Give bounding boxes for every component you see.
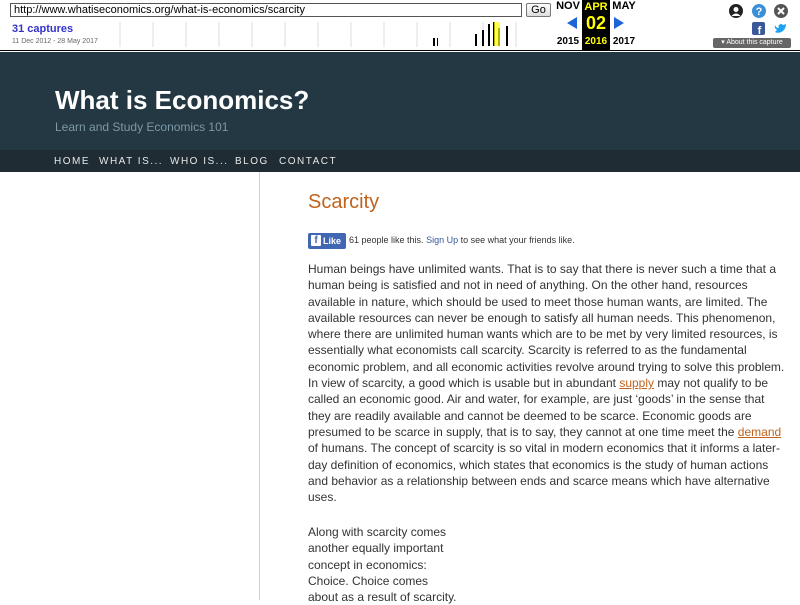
twitter-icon[interactable] [774,22,787,35]
facebook-like-label: Like [323,236,342,246]
post-body [308,261,785,505]
body-line: available resources can never be enough to satisfy all human needs. This phenomenon, [308,310,776,325]
sparkline-current-marker [494,22,500,46]
prev-capture-arrow-icon[interactable] [567,17,577,29]
facebook-signup-link[interactable]: Sign Up [426,235,459,245]
facebook-like-count [349,235,575,245]
body-line: where there are unlimited human wants which are to be met by very limited resources, is [308,327,778,342]
sparkline-year-dividers [120,22,516,47]
nav-contact[interactable]: CONTACT [279,156,338,167]
current-month-label: APR [584,1,608,13]
facebook-count-text: 61 people like this. [349,235,424,245]
body-line: presumed to be scarce in supply, that is to say, they cannot at one time meet the demand [308,424,782,439]
body-line: human being is satisfied and not in need of anything. On the other hand, resources [308,278,748,293]
next-year-label[interactable]: 2017 [612,36,636,47]
capture-sparkline[interactable] [102,22,552,47]
nav-what-is[interactable]: WHAT IS... [99,156,164,167]
demand-link[interactable]: demand [737,424,782,439]
body-line: uses. [308,490,337,505]
body-line: concept in economics: [308,557,427,572]
body-line: day definition of economics, which states that economics is the study of human actions [308,457,769,472]
body-line: In view of scarcity, a good which is usable but in abundant supply may not qualify to be [308,376,769,391]
about-capture-button[interactable]: ▾ About this capture [713,38,791,48]
svg-text:?: ? [755,6,763,18]
facebook-icon[interactable] [752,22,765,35]
facebook-suffix-text: to see what your friends like. [460,235,575,245]
site-tagline: Learn and Study Economics 101 [55,120,229,134]
captures-link[interactable]: 31 captures [12,23,74,35]
post-body-paragraph-2 [308,524,457,605]
nav-blog[interactable]: BLOG [235,156,269,167]
body-line: about as a result of scarcity. [308,590,457,605]
close-icon[interactable] [774,4,788,18]
facebook-like-button[interactable] [308,233,346,249]
capture-date-range: 11 Dec 2012 - 28 May 2017 [12,38,98,45]
wayback-url-input[interactable] [10,3,522,17]
body-line: Human beings have unlimited wants. That is to say that there is never such a time that a [308,262,777,276]
body-line: Choice. Choice comes [308,573,429,588]
body-line: they are readily available and cannot be deemed to be scarce. Economic goods are [308,408,752,423]
facebook-icon: f [311,235,321,246]
supply-link[interactable]: supply [619,376,654,391]
site-header [0,52,800,150]
go-button[interactable]: Go [526,3,551,17]
body-line: available in nature, which should be used to meet those human wants, are limited. The [308,294,768,309]
prev-year-label[interactable]: 2015 [556,36,580,47]
body-line: of humans. The concept of scarcity is so vital in modern economics that it informs a later- [308,441,780,456]
body-line: economic problem, and all economic activities revolve around trying to solve this problem. [308,359,785,374]
sidebar-divider [259,172,260,600]
current-day-label: 02 [585,13,607,33]
body-line: and behavior as a relationship between ends and scarce means which have alternative [308,473,770,488]
nav-who-is[interactable]: WHO IS... [170,156,229,167]
body-line: essentially what economists call scarcity. Scarcity is referred to as the fundamental [308,343,747,358]
body-line: Along with scarcity comes [308,525,447,539]
current-capture-date [582,0,610,51]
nav-home[interactable]: HOME [54,156,90,167]
next-capture-arrow-icon[interactable] [614,17,624,29]
main-nav [0,150,800,172]
svg-text:f: f [757,25,762,35]
next-month-label[interactable]: MAY [612,0,636,12]
user-icon[interactable] [729,4,743,18]
site-title[interactable]: What is Economics? [55,85,310,115]
post-title: Scarcity [308,191,380,213]
help-icon[interactable] [752,4,766,18]
current-year-label: 2016 [584,36,608,47]
prev-month-label[interactable]: NOV [556,0,580,12]
body-line: another equally important [308,541,444,556]
body-line: called an economic good. Air and water, for example, are just ‘goods’ in the sense that [308,392,765,407]
wayback-toolbar [0,0,800,51]
